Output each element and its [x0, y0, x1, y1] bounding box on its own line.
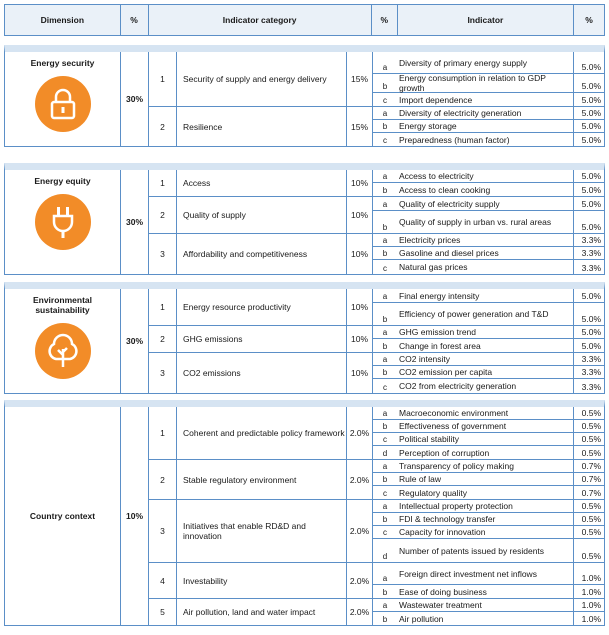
indicator-letter: a — [382, 462, 388, 471]
category-weight: 15% — [347, 107, 373, 146]
category-weight: 2.0% — [347, 599, 373, 625]
indicator-name: Air pollution — [397, 612, 574, 625]
category-weight: 2.0% — [347, 500, 373, 562]
tree-icon — [35, 323, 91, 379]
header-indicator: Indicator — [398, 5, 574, 35]
category-name: Quality of supply — [177, 197, 347, 233]
category-weight: 10% — [347, 170, 373, 196]
indicator-row — [373, 420, 604, 433]
indicator-letter: c — [383, 489, 387, 498]
category-row — [149, 460, 604, 500]
indicator-weight: 0.5% — [581, 408, 601, 418]
indicator-row — [373, 407, 604, 420]
category-number: 3 — [149, 353, 177, 393]
indicator-row — [373, 353, 604, 366]
category-number: 5 — [149, 599, 177, 625]
dimension-cell — [5, 52, 121, 146]
indicator-letter: a — [382, 409, 388, 418]
category-name: GHG emissions — [177, 326, 347, 352]
dimension-block — [4, 400, 605, 626]
indicator-weight: 0.7% — [581, 474, 601, 484]
category-row — [149, 197, 604, 234]
padlock-icon — [35, 76, 91, 132]
indicator-letter: b — [382, 475, 388, 484]
indicator-row — [373, 303, 604, 325]
category-row — [149, 599, 604, 625]
category-number: 2 — [149, 197, 177, 233]
indicator-weight: 3.3% — [581, 367, 601, 377]
category-name: Energy resource productivity — [177, 289, 347, 325]
indicator-row — [373, 326, 604, 339]
indicator-weight: 5.0% — [581, 121, 601, 131]
indicator-letter: a — [382, 574, 388, 583]
indicator-name: Capacity for innovation — [397, 526, 574, 538]
indicator-row — [373, 612, 604, 625]
header-category-pct: % — [372, 5, 398, 35]
category-row — [149, 353, 604, 393]
category-row — [149, 500, 604, 563]
header-dimension-pct: % — [121, 5, 149, 35]
indicator-weight: 0.7% — [581, 461, 601, 471]
dimension-cell — [5, 289, 121, 393]
indicator-letter: b — [382, 615, 388, 624]
indicator-name: Diversity of primary energy supply — [397, 52, 574, 73]
category-number: 2 — [149, 107, 177, 146]
indicator-row — [373, 289, 604, 303]
indicator-name: Import dependence — [397, 93, 574, 106]
indicator-name: Transparency of policy making — [397, 460, 574, 472]
indicator-weight: 3.3% — [581, 263, 601, 273]
category-name: Security of supply and energy delivery — [177, 52, 347, 106]
dimension-title: Environmental sustainability — [32, 295, 93, 315]
indicator-weight: 5.0% — [581, 95, 601, 105]
indicator-name: CO2 from electricity generation — [397, 379, 574, 393]
indicator-name: Foreign direct investment net inflows — [397, 563, 574, 584]
indicator-name: Preparedness (human factor) — [397, 133, 574, 146]
dimension-cell — [5, 170, 121, 274]
indicator-row — [373, 107, 604, 120]
indicator-letter: b — [382, 588, 388, 597]
indicator-row — [373, 486, 604, 499]
indicator-row — [373, 170, 604, 183]
indicator-weight: 3.3% — [581, 354, 601, 364]
category-number: 3 — [149, 500, 177, 562]
dimension-block — [4, 163, 605, 275]
indicator-row — [373, 234, 604, 247]
indicator-name: GHG emission trend — [397, 326, 574, 338]
indicator-name: Final energy intensity — [397, 289, 574, 302]
indicator-name: CO2 emission per capita — [397, 366, 574, 378]
indicator-letter: b — [382, 342, 388, 351]
category-weight: 2.0% — [347, 563, 373, 598]
category-row — [149, 289, 604, 326]
dimension-weight: 30% — [121, 170, 149, 274]
category-name: Investability — [177, 563, 347, 598]
category-weight: 2.0% — [347, 460, 373, 499]
indicator-row — [373, 339, 604, 352]
category-row — [149, 107, 604, 146]
indicator-name: Electricity prices — [397, 234, 574, 246]
indicator-weight: 0.5% — [581, 551, 601, 561]
indicator-letter: c — [383, 264, 387, 273]
indicator-row — [373, 247, 604, 260]
category-weight: 2.0% — [347, 407, 373, 459]
indicator-weight: 5.0% — [581, 314, 601, 324]
indicator-weight: 1.0% — [581, 600, 601, 610]
indicator-weight: 5.0% — [581, 291, 601, 301]
indicator-letter: a — [382, 292, 388, 301]
indicator-row — [373, 446, 604, 459]
indicator-name: Effectiveness of government — [397, 420, 574, 432]
indicator-letter: a — [382, 63, 388, 72]
indicator-letter: b — [382, 186, 388, 195]
indicator-name: Ease of doing business — [397, 585, 574, 598]
indicator-letter: a — [382, 601, 388, 610]
indicator-row — [373, 379, 604, 393]
header-dimension: Dimension — [5, 5, 121, 35]
indicator-name: Perception of corruption — [397, 446, 574, 459]
indicator-name: Quality of supply in urban vs. rural areas — [397, 211, 574, 233]
indicator-letter: b — [382, 368, 388, 377]
indicator-letter: b — [382, 223, 388, 232]
dimension-title: Energy equity — [34, 176, 91, 186]
indicator-letter: b — [382, 422, 388, 431]
indicator-name: Energy storage — [397, 120, 574, 132]
indicator-weight: 0.5% — [581, 501, 601, 511]
indicator-letter: c — [383, 136, 387, 145]
indicator-letter: c — [383, 383, 387, 392]
indicator-name: Energy consumption in relation to GDP growth — [397, 74, 574, 92]
indicator-letter: a — [382, 236, 388, 245]
indicator-row — [373, 460, 604, 473]
category-weight: 10% — [347, 197, 373, 233]
indicator-letter: b — [382, 515, 388, 524]
indicator-row — [373, 120, 604, 133]
category-name: Stable regulatory environment — [177, 460, 347, 499]
header-indicator-pct: % — [585, 15, 593, 25]
category-name: Initiatives that enable RD&D and innovation — [177, 500, 347, 562]
indicator-row — [373, 197, 604, 211]
indicator-name: Access to electricity — [397, 170, 574, 182]
category-name: Coherent and predictable policy framework — [177, 407, 347, 459]
category-row — [149, 407, 604, 460]
dimension-weight: 10% — [121, 407, 149, 625]
indicator-weight: 5.0% — [581, 185, 601, 195]
indicator-weight: 3.3% — [581, 248, 601, 258]
category-weight: 15% — [347, 52, 373, 106]
category-row — [149, 563, 604, 599]
indicator-weight: 3.3% — [581, 382, 601, 392]
indicator-name: CO2 intensity — [397, 353, 574, 365]
indicator-row — [373, 211, 604, 233]
indicator-row — [373, 563, 604, 585]
indicator-weight: 3.3% — [581, 235, 601, 245]
category-row — [149, 234, 604, 274]
category-number: 1 — [149, 52, 177, 106]
category-number: 4 — [149, 563, 177, 598]
indicator-weight: 1.0% — [581, 587, 601, 597]
indicator-weight: 5.0% — [581, 171, 601, 181]
indicator-letter: c — [383, 435, 387, 444]
indicator-row — [373, 133, 604, 146]
indicator-letter: a — [382, 502, 388, 511]
indicator-row — [373, 93, 604, 106]
indicator-weight: 0.5% — [581, 448, 601, 458]
indicator-row — [373, 260, 604, 274]
category-number: 1 — [149, 170, 177, 196]
indicator-weight: 0.7% — [581, 488, 601, 498]
category-number: 2 — [149, 326, 177, 352]
dimension-block — [4, 45, 605, 147]
indicator-letter: c — [383, 96, 387, 105]
dimension-weight: 30% — [121, 289, 149, 393]
indicator-row — [373, 500, 604, 513]
indicator-row — [373, 366, 604, 379]
indicator-row — [373, 52, 604, 74]
category-name: Affordability and competitiveness — [177, 234, 347, 274]
indicator-name: Diversity of electricity generation — [397, 107, 574, 119]
indicator-name: Efficiency of power generation and T&D — [397, 303, 574, 325]
indicator-row — [373, 183, 604, 196]
indicator-row — [373, 585, 604, 598]
indicator-letter: b — [382, 82, 388, 91]
indicator-row — [373, 74, 604, 93]
category-name: Air pollution, land and water impact — [177, 599, 347, 625]
indicator-letter: b — [382, 122, 388, 131]
dimension-weight: 30% — [121, 52, 149, 146]
category-number: 1 — [149, 407, 177, 459]
indicator-row — [373, 599, 604, 612]
category-row — [149, 170, 604, 197]
dimension-title: Energy security — [30, 58, 95, 68]
indicator-name: Regulatory quality — [397, 486, 574, 499]
category-weight: 10% — [347, 326, 373, 352]
indicator-name: Wastewater treatment — [397, 599, 574, 611]
category-name: Access — [177, 170, 347, 196]
indicator-name: Access to clean cooking — [397, 183, 574, 196]
category-row — [149, 52, 604, 107]
indicator-letter: b — [382, 249, 388, 258]
indicator-weight: 5.0% — [581, 341, 601, 351]
table-header — [4, 4, 605, 36]
indicator-weight: 5.0% — [581, 199, 601, 209]
category-name: Resilience — [177, 107, 347, 146]
indicator-letter: a — [382, 355, 388, 364]
indicator-weight: 5.0% — [581, 327, 601, 337]
indicator-name: Number of patents issued by residents — [397, 539, 574, 562]
indicator-letter: d — [382, 552, 388, 561]
indicator-letter: a — [382, 109, 388, 118]
indicator-name: Rule of law — [397, 473, 574, 485]
indicator-name: Natural gas prices — [397, 260, 574, 274]
indicator-name: Quality of electricity supply — [397, 197, 574, 210]
category-row — [149, 326, 604, 353]
indicator-letter: c — [383, 528, 387, 537]
indicator-row — [373, 526, 604, 539]
indicator-row — [373, 473, 604, 486]
indicator-weight: 0.5% — [581, 514, 601, 524]
indicator-name: Gasoline and diesel prices — [397, 247, 574, 259]
indicator-weight: 5.0% — [581, 222, 601, 232]
category-number: 2 — [149, 460, 177, 499]
indicator-row — [373, 433, 604, 446]
indicator-name: Political stability — [397, 433, 574, 445]
indicator-weight: 0.5% — [581, 527, 601, 537]
indicator-weight: 1.0% — [581, 573, 601, 583]
indicator-row — [373, 539, 604, 562]
indicator-letter: a — [382, 172, 388, 181]
indicator-weight: 1.0% — [581, 614, 601, 624]
indicator-name: Macroeconomic environment — [397, 407, 574, 419]
indicator-weight: 0.5% — [581, 421, 601, 431]
category-number: 3 — [149, 234, 177, 274]
category-number: 1 — [149, 289, 177, 325]
category-name: CO2 emissions — [177, 353, 347, 393]
indicator-weight: 0.5% — [581, 434, 601, 444]
category-weight: 10% — [347, 289, 373, 325]
indicator-name: FDI & technology transfer — [397, 513, 574, 525]
indicator-weight: 5.0% — [581, 62, 601, 72]
indicator-letter: a — [382, 328, 388, 337]
plug-icon — [35, 194, 91, 250]
dimension-title: Country context — [29, 511, 96, 521]
indicator-name: Intellectual property protection — [397, 500, 574, 512]
dimension-block — [4, 282, 605, 394]
indicator-row — [373, 513, 604, 526]
indicator-name: Change in forest area — [397, 339, 574, 352]
indicator-weight: 5.0% — [581, 81, 601, 91]
indicator-letter: d — [382, 449, 388, 458]
indicator-weight: 5.0% — [581, 108, 601, 118]
header-category: Indicator category — [149, 5, 372, 35]
indicator-letter: a — [382, 200, 388, 209]
category-weight: 10% — [347, 353, 373, 393]
indicator-weight: 5.0% — [581, 135, 601, 145]
dimension-cell — [5, 407, 121, 625]
indicator-letter: b — [382, 315, 388, 324]
category-weight: 10% — [347, 234, 373, 274]
